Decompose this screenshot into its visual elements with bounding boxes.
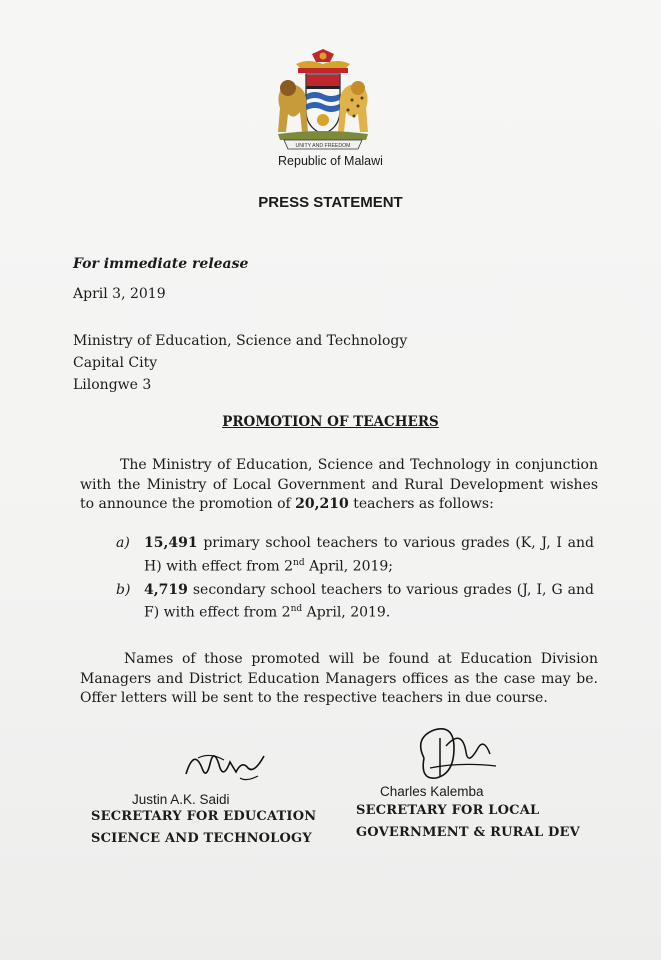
title-line: SECRETARY FOR LOCAL <box>356 803 540 818</box>
list-marker: b) <box>116 581 131 598</box>
list-marker: a) <box>116 535 130 551</box>
title-line: SCIENCE AND TECHNOLOGY <box>91 831 312 846</box>
signatory-name: Justin A.K. Saidi <box>132 792 230 807</box>
kalemba-signature-icon <box>410 718 502 790</box>
crest-motto: UNITY AND FREEDOM <box>295 143 351 149</box>
intro-paragraph <box>80 456 598 515</box>
item-tail: April, 2019; <box>309 558 394 575</box>
promotion-list <box>116 534 594 627</box>
address-line: Lilongwe 3 <box>73 377 152 393</box>
signatory-title <box>356 800 580 844</box>
title-line: GOVERNMENT & RURAL DEV <box>356 825 580 840</box>
item-text: primary school teachers to various grades (K, J, I and H) with effect from 2 <box>144 535 595 575</box>
address-line: Ministry of Education, Science and Technology <box>73 333 408 349</box>
saidi-signature-icon <box>180 738 270 788</box>
list-item <box>116 534 594 577</box>
item-tail: April, 2019. <box>306 604 391 621</box>
teacher-count: 15,491 <box>144 535 198 551</box>
intro-text: The Ministry of Education, Science and Technology in conjunction with the Ministry of Local Government and Rural Development wishes to announce the promotion of <box>80 457 598 512</box>
ordinal-suffix: nd <box>293 557 305 568</box>
document-title: PRESS STATEMENT <box>258 194 403 211</box>
list-item <box>116 581 594 624</box>
address-line: Capital City <box>73 355 158 371</box>
republic-label: Republic of Malawi <box>278 154 383 168</box>
item-text: secondary school teachers to various grades (J, I, G and F) with effect from 2 <box>144 581 595 621</box>
signatory-title <box>91 806 316 850</box>
release-note: For immediate release <box>73 256 249 272</box>
title-line: SECRETARY FOR EDUCATION <box>91 809 317 824</box>
section-heading: PROMOTION OF TEACHERS <box>222 414 439 430</box>
statement-date: April 3, 2019 <box>73 286 166 302</box>
sender-address <box>73 330 407 396</box>
total-promoted: 20,210 <box>295 496 349 512</box>
teacher-count: 4,719 <box>144 581 188 598</box>
intro-tail: teachers as follows: <box>353 496 494 512</box>
closing-paragraph: Names of those promoted will be found at Education Division Managers and District Education Managers offices as the case may be. Offer letters will be sent to the respective teachers in due course. <box>80 651 598 706</box>
ordinal-suffix: nd <box>290 604 303 615</box>
malawi-coat-of-arms-icon <box>268 48 378 156</box>
signatory-name: Charles Kalemba <box>380 784 484 799</box>
